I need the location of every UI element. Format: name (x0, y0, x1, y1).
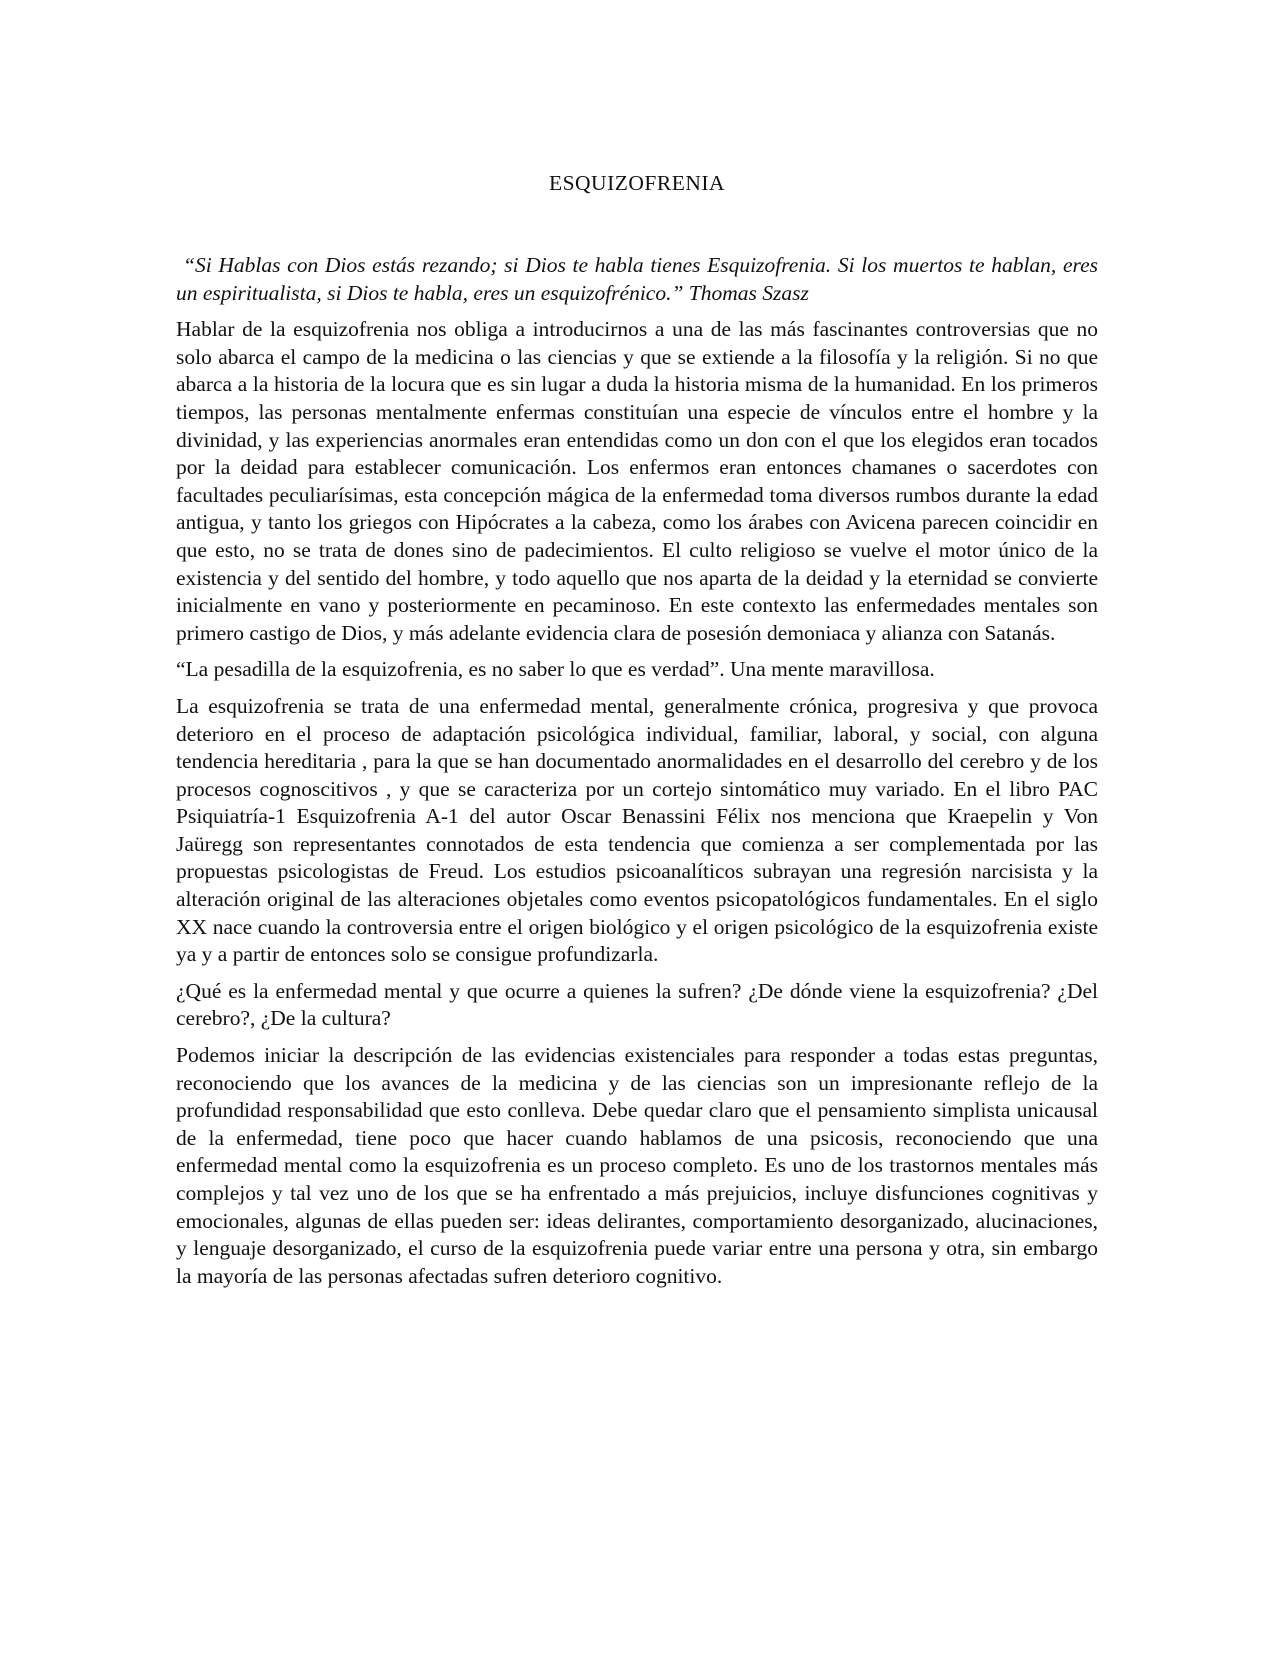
document-title: ESQUIZOFRENIA (548, 171, 726, 195)
paragraph-description: Podemos iniciar la descripción de las evidencias existenciales para responder a todas estas preguntas, reconociendo que los avances de la medicina y de las ciencias son un impresionante reflejo de la profundidad responsabilidad que esto conlleva. Debe quedar claro que el pensamiento simplista unicausal de la enfermedad, tiene poco que hacer cuando hablamos de una psicosis, reconociendo que una enfermedad mental como la esquizofrenia es un proceso completo. Es uno de los trastornos mentales más complejos y tal vez uno de los que se ha enfrentado a más prejuicios, incluye disfunciones cognitivas y emocionales, algunas de ellas pueden ser: ideas delirantes, comportamiento desorganizado, alucinaciones, y lenguaje desorganizado, el curso de la esquizofrenia puede variar entre una persona y otra, sin embargo la mayoría de las personas afectadas sufren deterioro cognitivo. (176, 1043, 1098, 1288)
epigraph-quote: “Si Hablas con Dios estás rezando; si Dios te habla tienes Esquizofrenia. Si los muertos te hablan, eres un espiritualista, si Dios te habla, eres un esquizofrénico.” Thomas Szasz (176, 253, 1098, 305)
paragraph-questions: ¿Qué es la enfermedad mental y que ocurre a quienes la sufren? ¿De dónde viene la esquizofrenia? ¿Del cerebro?, ¿De la cultura? (176, 978, 1098, 1031)
paragraph-history: Hablar de la esquizofrenia nos obliga a introducirnos a una de las más fascinantes controversias que no solo abarca el campo de la medicina o las ciencias y que se extiende a la filosofía y la religión. Si no que abarca a la historia de la locura que es sin lugar a duda la historia misma de la humanidad. En los primeros tiempos, las personas mentalmente enfermas constituían una especie de vínculos entre el hombre y la divinidad, y las experiencias anormales eran entendidas como un don con el que los elegidos eran tocados por la deidad para establecer comunicación. Los enfermos eran entonces chamanes o sacerdotes con facultades peculiarísimas, esta concepción mágica de la enfermedad toma diversos rumbos durante la edad antigua, y tanto los griegos con Hipócrates a la cabeza, como los árabes con Avicena parecen coincidir en que esto, no se trata de dones sino de padecimientos. El culto religioso se vuelve el motor único de la existencia y del sentido del hombre, y todo aquello que nos aparta de la deidad y la eternidad se convierte inicialmente en vano y posteriormente en pecaminoso. En este contexto las enfermedades mentales son primero castigo de Dios, y más adelante evidencia clara de posesión demoniaca y alianza con Satanás. (176, 317, 1098, 645)
paragraph-quote-movie: “La pesadilla de la esquizofrenia, es no saber lo que es verdad”. Una mente maravillosa. (176, 657, 935, 682)
document-body (176, 252, 1098, 1299)
paragraph-definition: La esquizofrenia se trata de una enfermedad mental, generalmente crónica, progresiva y que provoca deterioro en el proceso de adaptación psicológica individual, familiar, laboral, y social, con alguna tendencia hereditaria , para la que se han documentado anormalidades en el desarrollo del cerebro y de los procesos cognoscitivos , y que se caracteriza por un cortejo sintomático muy variado. En el libro PAC Psiquiatría-1 Esquizofrenia A-1 del autor Oscar Benassini Félix nos menciona que Kraepelin y Von Jaüregg son representantes connotados de esta tendencia que comienza a ser complementada por las propuestas psicologistas de Freud. Los estudios psicoanalíticos subrayan una regresión narcisista y la alteración original de las alteraciones objetales como eventos psicopatológicos fundamentales. En el siglo XX nace cuando la controversia entre el origen biológico y el origen psicológico de la esquizofrenia existe ya y a partir de entonces solo se consigue profundizarla. (176, 693, 1098, 967)
